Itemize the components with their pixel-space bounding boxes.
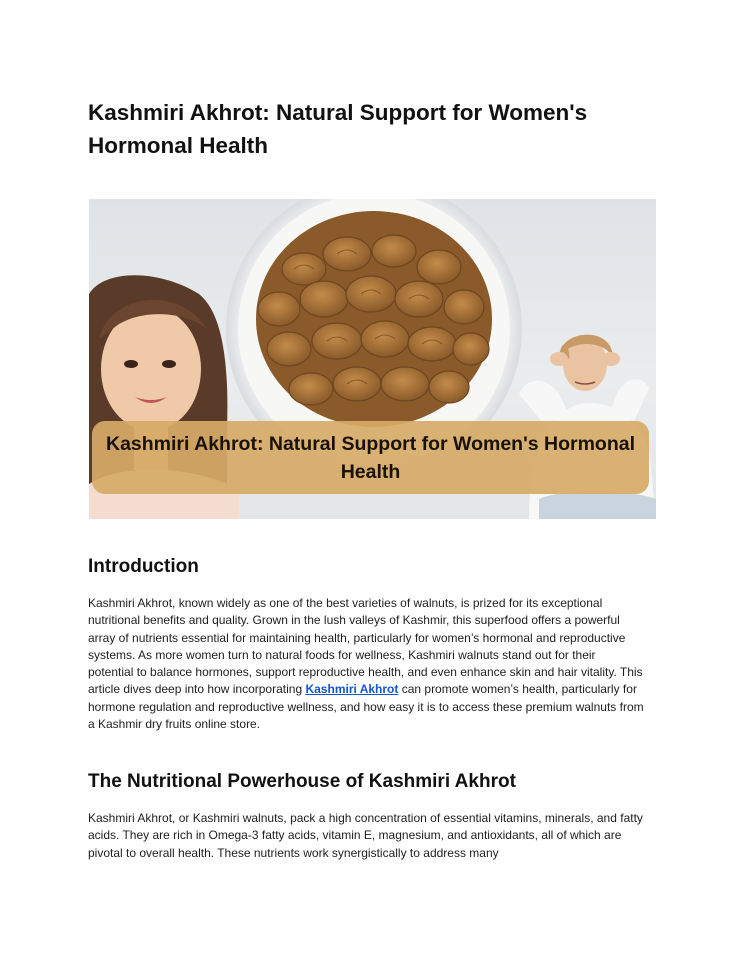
hero-image [89, 199, 656, 519]
kashmiri-akhrot-link[interactable]: Kashmiri Akhrot [305, 682, 399, 697]
introduction-text-before-link: Kashmiri Akhrot, known widely as one of the best varieties of walnuts, is prized for its exceptional nutritional benefits and quality. Grown in the lush valleys of Kashmir, this superfood offers a powerful array of nutrients essential for maintaining health, particularly for women’s hormonal and reproductive systems. As more women turn to natural foods for wellness, Kashmiri walnuts stand out for their potential to balance hormones, support reproductive health, and even enhance skin and hair vitality. This article dives deep into how incorporating [88, 596, 643, 697]
introduction-text-after-link: can promote women’s health, particularly for hormone regulation and reproductive wellness, and how easy it is to access these premium walnuts from a Kashmir dry fruits online store. [88, 682, 644, 732]
document-title: Kashmiri Akhrot: Natural Support for Women's Hormonal Health [88, 100, 588, 158]
nutrition-heading: The Nutritional Powerhouse of Kashmiri Akhrot [88, 771, 516, 792]
introduction-heading: Introduction [88, 556, 199, 577]
hero-banner [92, 421, 649, 494]
nutrition-paragraph: Kashmiri Akhrot, or Kashmiri walnuts, pack a high concentration of essential vitamins, minerals, and fatty acids. They are rich in Omega-3 fatty acids, vitamin E, magnesium, and antioxidants, all of which are pivotal to overall health. These nutrients work synergistically to address many [88, 811, 643, 860]
introduction-paragraph [88, 595, 644, 733]
hero-banner-text: Kashmiri Akhrot: Natural Support for Women's Hormonal Health [105, 432, 635, 483]
